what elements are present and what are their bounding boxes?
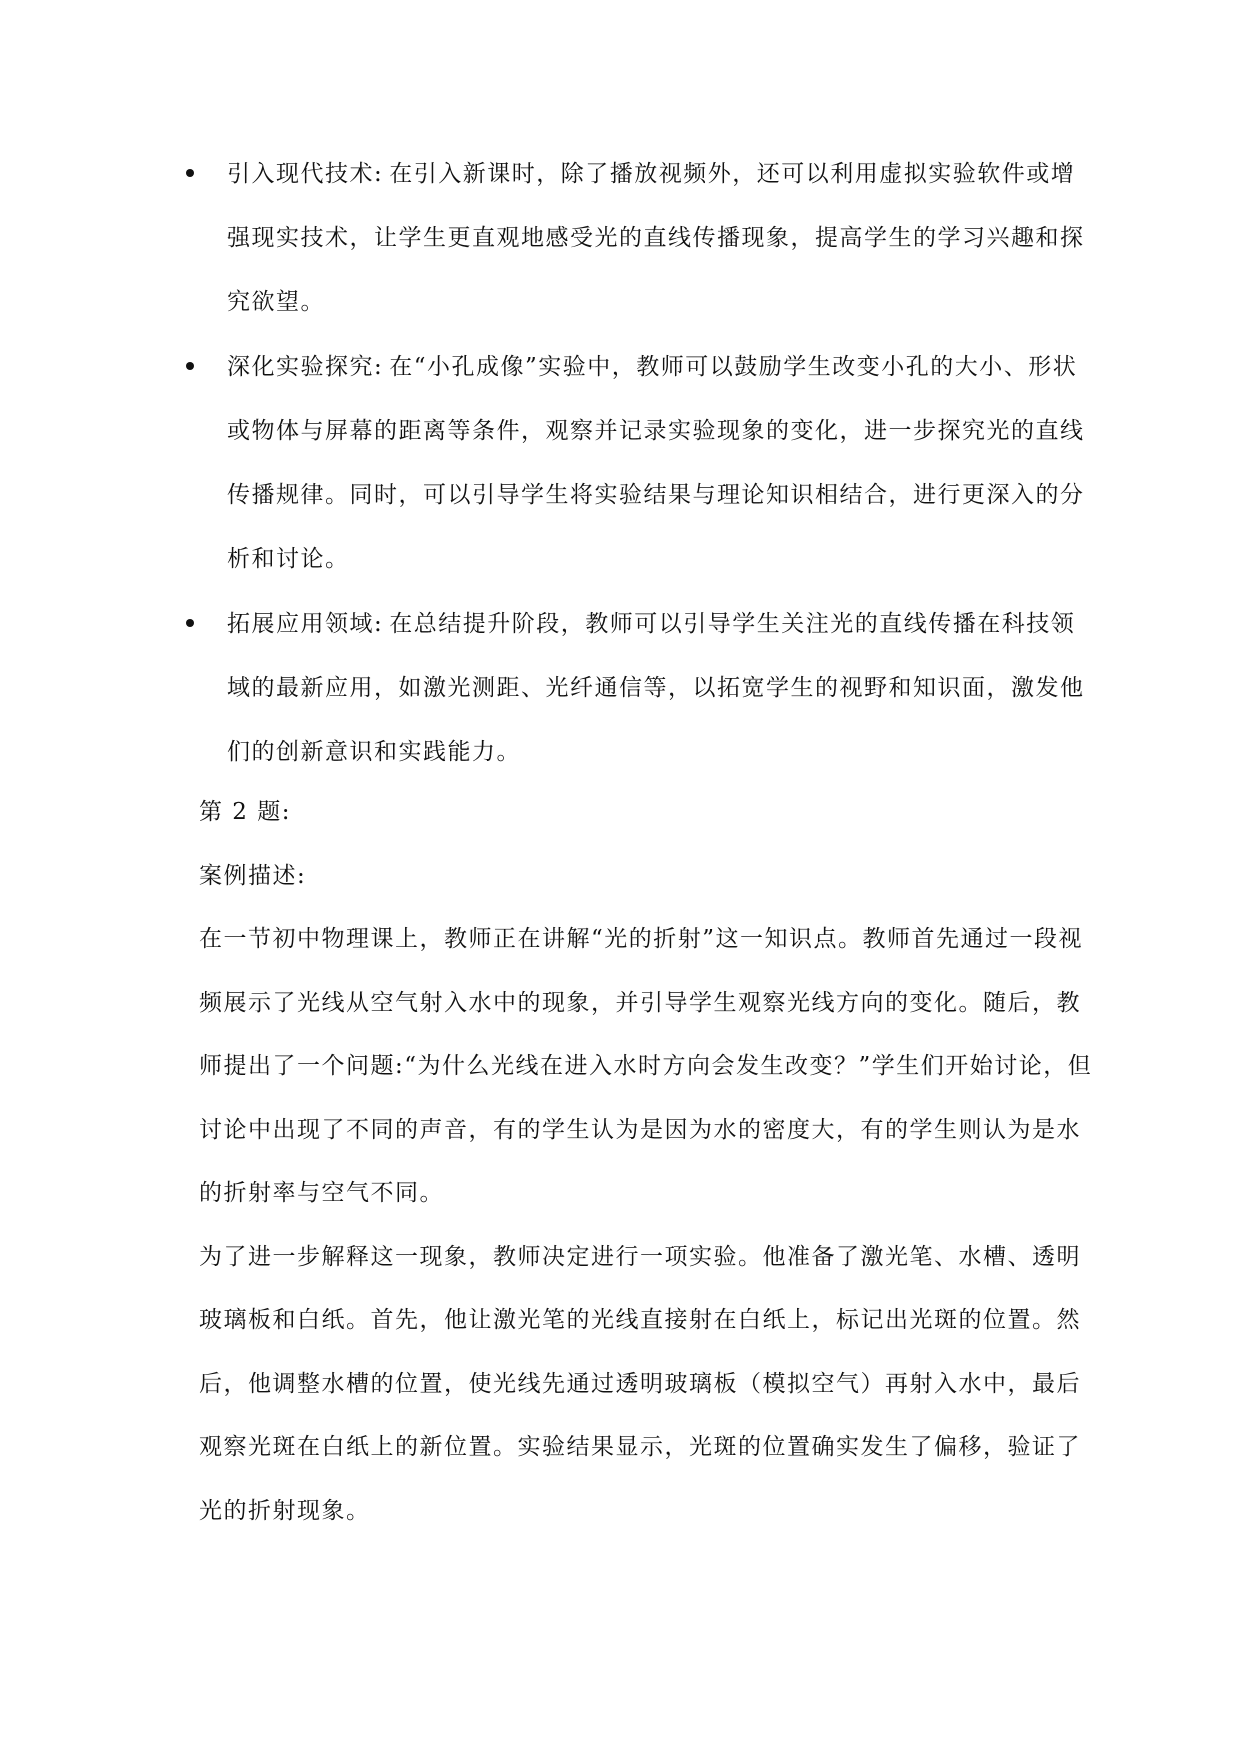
suggestion-heading: 引入现代技术:: [227, 161, 384, 187]
question-label: 第 2 题:: [199, 799, 292, 825]
suggestion-list: [185, 142, 1095, 785]
case-section: [199, 781, 1099, 1543]
suggestion-item-applications: [185, 592, 1095, 784]
suggestion-text: 在总结提升阶段，教师可以引导学生关注光的直线传播在科技领域的最新应用，如激光测距、光纤通信等，以拓宽学生的视野和知识面，激发他们的创新意识和实践能力。: [227, 611, 1085, 765]
suggestion-heading: 拓展应用领域:: [227, 611, 384, 637]
case-paragraph: 在一节初中物理课上，教师正在讲解“光的折射”这一知识点。教师首先通过一段视频展示了光线从空气射入水中的现象，并引导学生观察光线方向的变化。随后，教师提出了一个问题:“为什么光线在进入水时方向会发生改变？”学生们开始讨论，但讨论中出现了不同的声音，有的学生认为是因为水的密度大，有的学生则认为是水的折射率与空气不同。: [199, 926, 1093, 1206]
bullet-dot-icon: [186, 619, 194, 627]
suggestion-text: 在“小孔成像”实验中，教师可以鼓励学生改变小孔的大小、形状或物体与屏幕的距离等条件，观察并记录实验现象的变化，进一步探究光的直线传播规律。同时，可以引导学生将实验结果与理论知识相结合，进行更深入的分析和讨论。: [227, 354, 1085, 572]
suggestion-text: 在引入新课时，除了播放视频外，还可以利用虚拟实验软件或增强现实技术，让学生更直观地感受光的直线传播现象，提高学生的学习兴趣和探究欲望。: [227, 161, 1085, 315]
case-paragraph: 为了进一步解释这一现象，教师决定进行一项实验。他准备了激光笔、水槽、透明玻璃板和白纸。首先，他让激光笔的光线直接射在白纸上，标记出光斑的位置。然后，他调整水槽的位置，使光线先通过透明玻璃板（模拟空气）再射入水中，最后观察光斑在白纸上的新位置。实验结果显示，光斑的位置确实发生了偏移，验证了光的折射现象。: [199, 1243, 1081, 1524]
case-label: 案例描述:: [199, 862, 307, 889]
bullet-dot-icon: [186, 169, 194, 177]
suggestion-item-modern-tech: [185, 142, 1095, 334]
suggestion-heading: 深化实验探究:: [227, 354, 384, 380]
suggestion-item-experiment: [185, 335, 1095, 591]
bullet-dot-icon: [186, 362, 194, 370]
